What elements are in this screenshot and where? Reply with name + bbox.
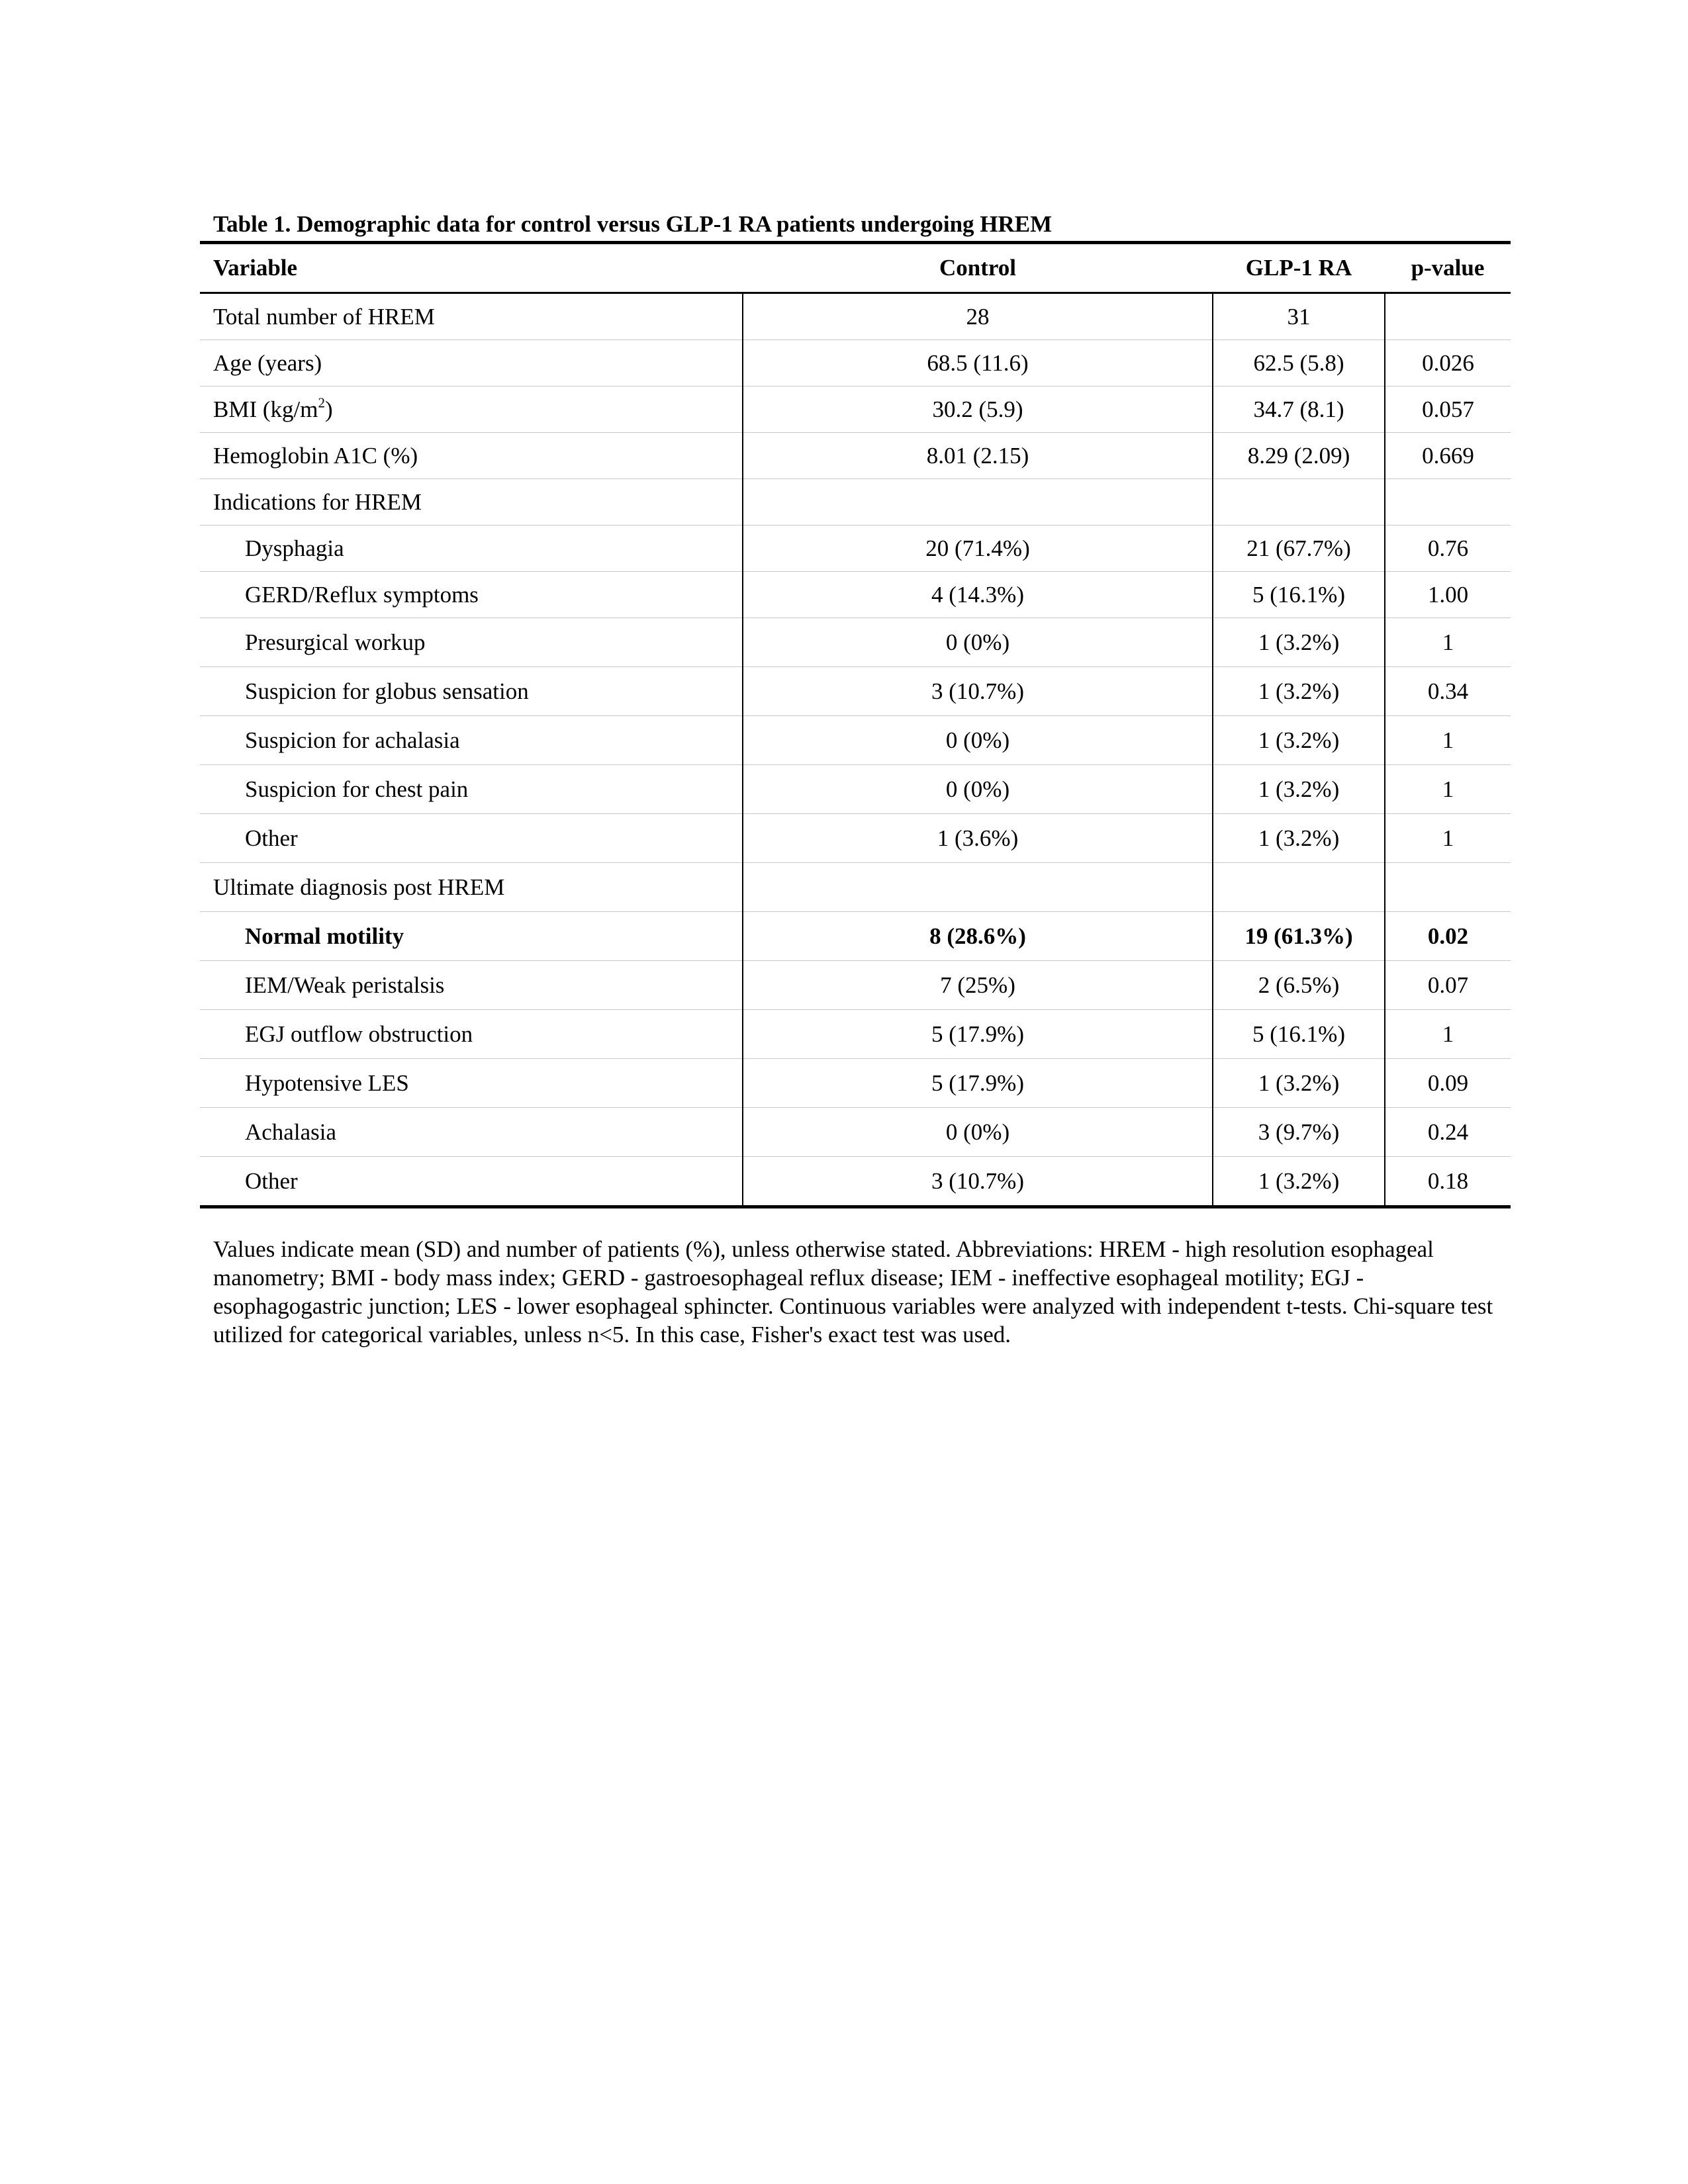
glp1-value: 8.29 (2.09) <box>1213 433 1385 479</box>
control-value <box>743 863 1213 912</box>
glp1-value <box>1213 863 1385 912</box>
control-value: 68.5 (11.6) <box>743 340 1213 387</box>
table-row <box>200 293 1511 340</box>
p-value: 0.057 <box>1385 387 1511 433</box>
table-row <box>200 961 1511 1010</box>
glp1-value: 19 (61.3%) <box>1213 912 1385 961</box>
row-label: Hemoglobin A1C (%) <box>200 433 743 479</box>
glp1-value: 3 (9.7%) <box>1213 1108 1385 1157</box>
section-row <box>200 863 1511 912</box>
glp1-value: 5 (16.1%) <box>1213 1010 1385 1059</box>
p-value <box>1385 479 1511 525</box>
p-value <box>1385 293 1511 340</box>
row-label: Normal motility <box>200 912 743 961</box>
glp1-value: 1 (3.2%) <box>1213 667 1385 716</box>
p-value: 0.669 <box>1385 433 1511 479</box>
p-value: 0.34 <box>1385 667 1511 716</box>
control-value: 0 (0%) <box>743 765 1213 814</box>
table-block <box>200 210 1511 1372</box>
control-value: 0 (0%) <box>743 618 1213 667</box>
p-value: 0.09 <box>1385 1059 1511 1108</box>
row-label: IEM/Weak peristalsis <box>200 961 743 1010</box>
row-label: Hypotensive LES <box>200 1059 743 1108</box>
glp1-value: 1 (3.2%) <box>1213 618 1385 667</box>
section-row <box>200 479 1511 525</box>
bmi-label-main: BMI (kg/m <box>213 396 318 422</box>
p-value: 1 <box>1385 1010 1511 1059</box>
table-row <box>200 1157 1511 1207</box>
control-value: 8 (28.6%) <box>743 912 1213 961</box>
row-label: EGJ outflow obstruction <box>200 1010 743 1059</box>
table-row <box>200 433 1511 479</box>
section-label-indications: Indications for HREM <box>200 479 743 525</box>
control-value: 30.2 (5.9) <box>743 387 1213 433</box>
control-value: 20 (71.4%) <box>743 525 1213 572</box>
glp1-value: 1 (3.2%) <box>1213 765 1385 814</box>
control-value: 7 (25%) <box>743 961 1213 1010</box>
p-value: 0.026 <box>1385 340 1511 387</box>
p-value: 1.00 <box>1385 572 1511 618</box>
row-label: Dysphagia <box>200 525 743 572</box>
glp1-value: 5 (16.1%) <box>1213 572 1385 618</box>
p-value <box>1385 863 1511 912</box>
p-value: 1 <box>1385 716 1511 765</box>
p-value: 0.02 <box>1385 912 1511 961</box>
row-label: Suspicion for achalasia <box>200 716 743 765</box>
glp1-value <box>1213 479 1385 525</box>
bmi-label-superscript: 2 <box>318 394 325 410</box>
section-label-diagnosis: Ultimate diagnosis post HREM <box>200 863 743 912</box>
control-value <box>743 479 1213 525</box>
table-row <box>200 572 1511 618</box>
row-label: Other <box>200 1157 743 1207</box>
control-value: 4 (14.3%) <box>743 572 1213 618</box>
row-label: Other <box>200 814 743 863</box>
table-row <box>200 340 1511 387</box>
row-label <box>200 387 743 433</box>
glp1-value: 1 (3.2%) <box>1213 716 1385 765</box>
glp1-value: 62.5 (5.8) <box>1213 340 1385 387</box>
header-pvalue: p-value <box>1385 243 1511 293</box>
table-row <box>200 912 1511 961</box>
table-row <box>200 814 1511 863</box>
header-variable: Variable <box>200 243 743 293</box>
table-row <box>200 765 1511 814</box>
control-value: 0 (0%) <box>743 716 1213 765</box>
table-row <box>200 667 1511 716</box>
p-value: 0.24 <box>1385 1108 1511 1157</box>
p-value: 1 <box>1385 814 1511 863</box>
row-label: Suspicion for globus sensation <box>200 667 743 716</box>
glp1-value: 21 (67.7%) <box>1213 525 1385 572</box>
p-value: 0.18 <box>1385 1157 1511 1207</box>
p-value: 0.07 <box>1385 961 1511 1010</box>
table-caption: Table 1. Demographic data for control versus GLP-1 RA patients undergoing HREM <box>213 211 1053 237</box>
header-row <box>200 243 1511 293</box>
p-value: 1 <box>1385 765 1511 814</box>
glp1-value: 31 <box>1213 293 1385 340</box>
p-value: 1 <box>1385 618 1511 667</box>
control-value: 5 (17.9%) <box>743 1059 1213 1108</box>
demographic-table <box>200 241 1511 1208</box>
control-value: 1 (3.6%) <box>743 814 1213 863</box>
glp1-value: 1 (3.2%) <box>1213 1059 1385 1108</box>
header-glp1: GLP-1 RA <box>1213 243 1385 293</box>
table-row <box>200 525 1511 572</box>
table-row <box>200 1059 1511 1108</box>
glp1-value: 34.7 (8.1) <box>1213 387 1385 433</box>
control-value: 8.01 (2.15) <box>743 433 1213 479</box>
control-value: 28 <box>743 293 1213 340</box>
p-value: 0.76 <box>1385 525 1511 572</box>
table-row <box>200 618 1511 667</box>
table-footnote: Values indicate mean (SD) and number of patients (%), unless otherwise stated. Abbreviations: HREM - high resolution esophageal manometry; BMI - body mass index; GERD - gastroesophageal reflux disease; IEM - ineffective esophageal motility; EGJ - esophagogastric junction; LES - lower esophageal sphincter. Continuous variables were analyzed with independent t-tests. Chi-square test utilized for categorical variables, unless n<5. In this case, Fisher's exact test was used. <box>213 1236 1493 1347</box>
row-label: GERD/Reflux symptoms <box>200 572 743 618</box>
glp1-value: 1 (3.2%) <box>1213 1157 1385 1207</box>
row-label: Presurgical workup <box>200 618 743 667</box>
table-row <box>200 387 1511 433</box>
glp1-value: 2 (6.5%) <box>1213 961 1385 1010</box>
table-row <box>200 1108 1511 1157</box>
header-control: Control <box>743 243 1213 293</box>
control-value: 5 (17.9%) <box>743 1010 1213 1059</box>
row-label: Total number of HREM <box>213 303 435 330</box>
row-label: Suspicion for chest pain <box>200 765 743 814</box>
control-value: 0 (0%) <box>743 1108 1213 1157</box>
glp1-value: 1 (3.2%) <box>1213 814 1385 863</box>
row-label: Achalasia <box>200 1108 743 1157</box>
control-value: 3 (10.7%) <box>743 667 1213 716</box>
bmi-label-close: ) <box>324 396 333 422</box>
control-value: 3 (10.7%) <box>743 1157 1213 1207</box>
table-row <box>200 1010 1511 1059</box>
table-row <box>200 716 1511 765</box>
row-label: Age (years) <box>200 340 743 387</box>
